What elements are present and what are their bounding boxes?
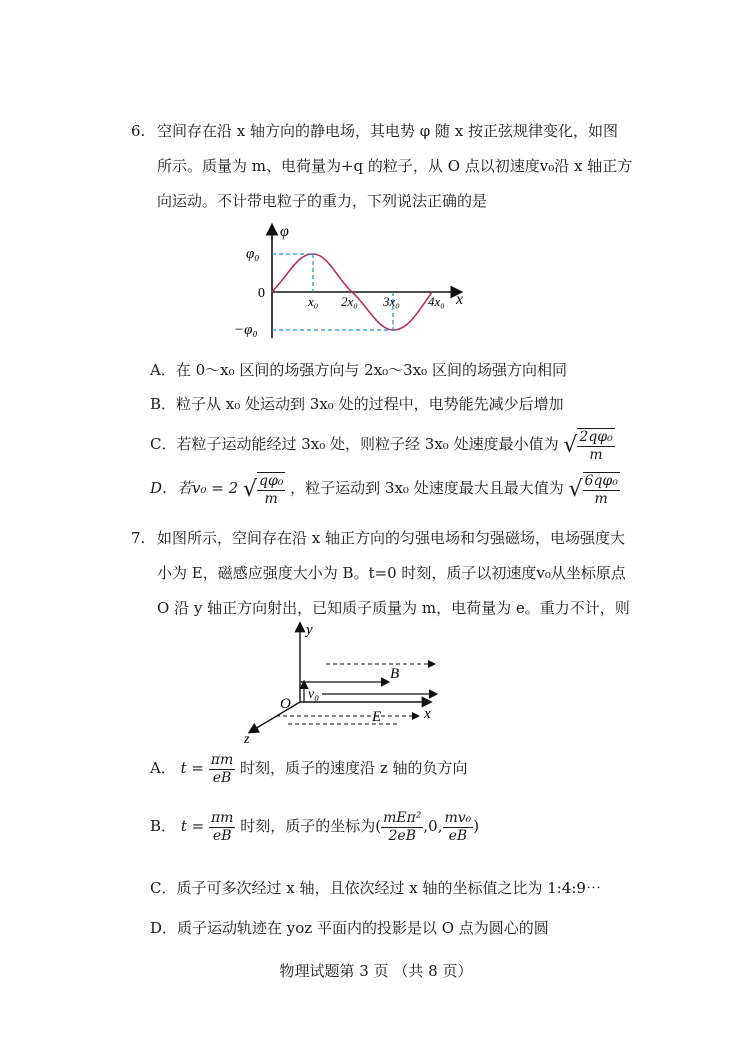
- q7-option-a-prefix: A．: [150, 759, 176, 777]
- q6-tick-x0: x₀: [308, 294, 319, 309]
- q7-number: 7.: [131, 529, 146, 547]
- q6-x-axis-label: x: [456, 291, 464, 308]
- q6-option-d: [150, 468, 620, 510]
- q7-option-a-frac: $\frac{\pi m}{eB}$: [210, 751, 234, 786]
- q6-option-d-prefix: D．若v₀ = 2: [150, 479, 239, 497]
- q7-option-b-mid: 时刻，质子的坐标为(: [240, 817, 382, 835]
- q7-stem-line-2: 小为 E，磁感应强度大小为 B。t=0 时刻，质子以初速度v₀从坐标原点: [157, 564, 626, 582]
- q6-neg-phi0-label: −φ₀: [234, 322, 258, 338]
- q6-tick-2x0: 2x₀: [341, 294, 358, 309]
- q7-v0-label: v₀: [308, 687, 320, 702]
- q7-x-label: x: [424, 706, 431, 722]
- q7-option-a-suffix: 时刻，质子的速度沿 z 轴的负方向: [240, 759, 468, 777]
- q6-potential-graph: [228, 220, 478, 345]
- q6-stem-line-1: 空间存在沿 x 轴方向的静电场，其电势 φ 随 x 按正弦规律变化，如图: [157, 122, 619, 140]
- q6-option-d-sqrt1: √ $\frac{\text{qφ₀}}{m}$: [242, 472, 284, 507]
- q7-option-a: [150, 748, 468, 788]
- q7-y-label: y: [306, 622, 313, 638]
- q6-option-d-mid: ，粒子运动到 3x₀ 处速度最大且最大值为: [290, 479, 564, 497]
- q6-phi0-label: φ₀: [246, 246, 260, 262]
- q7-option-c: C．质子可多次经过 x 轴，且依次经过 x 轴的坐标值之比为 1:4:9⋯: [150, 879, 601, 897]
- q6-option-a: A．在 0～x₀ 区间的场强方向与 2x₀～3x₀ 区间的场强方向相同: [150, 361, 567, 379]
- page-footer: 物理试题第 3 页 （共 8 页）: [279, 962, 473, 980]
- q7-field-diagram: [238, 618, 448, 746]
- q6-tick-3x0: 3x₀: [383, 294, 400, 309]
- q6-origin-label: 0: [258, 286, 265, 301]
- q6-option-c: [150, 424, 615, 466]
- q7-z-label: z: [244, 732, 250, 746]
- q7-origin-label: O: [280, 696, 291, 712]
- q7-option-b-coord-z: $\frac{\text{mv₀}}{eB}$: [444, 809, 472, 844]
- q6-option-d-sqrt2: √ $\frac{\text{6qφ₀}}{m}$: [568, 472, 618, 507]
- q6-option-b: B．粒子从 x₀ 处运动到 3x₀ 处的过程中，电势能先减少后增加: [150, 395, 564, 413]
- q6-stem-line-3: 向运动。不计带电粒子的重力，下列说法正确的是: [157, 192, 488, 210]
- q7-option-a-t: t =: [180, 759, 204, 777]
- q6-option-c-sqrt: √ $\frac{\text{2qφ₀}}{m}$: [563, 428, 613, 463]
- q7-B-label: B: [390, 666, 400, 682]
- q6-tick-4x0: 4x₀: [428, 294, 445, 309]
- q7-option-d: D．质子运动轨迹在 yoz 平面内的投影是以 O 点为圆心的圆: [150, 919, 549, 937]
- q7-option-b-t: t =: [180, 817, 205, 835]
- q7-option-b-prefix: B．: [150, 817, 177, 835]
- q7-E-label: E: [372, 709, 382, 725]
- q7-option-b: [150, 806, 479, 846]
- q7-option-b-coord-x: $\frac{\text{mEπ²}}{2eB}$: [383, 809, 422, 844]
- q7-stem-line-3: O 沿 y 轴正方向射出，已知质子质量为 m，电荷量为 e。重力不计，则: [157, 599, 630, 617]
- q7-option-b-coord-y: ,0,: [423, 817, 443, 835]
- q7-option-b-end: ): [473, 817, 480, 835]
- q6-number: 6.: [131, 122, 146, 140]
- q7-stem-line-1: 如图所示，空间存在沿 x 轴正方向的匀强电场和匀强磁场，电场强度大: [157, 529, 625, 547]
- q7-option-b-frac: $\frac{\pi m}{eB}$: [210, 809, 234, 844]
- q6-phi-axis-label: φ: [280, 223, 289, 240]
- q6-option-c-text: C．若粒子运动能经过 3x₀ 处，则粒子经 3x₀ 处速度最小值为: [150, 435, 559, 453]
- q6-stem-line-2: 所示。质量为 m、电荷量为+q 的粒子，从 O 点以初速度v₀沿 x 轴正方: [157, 157, 633, 175]
